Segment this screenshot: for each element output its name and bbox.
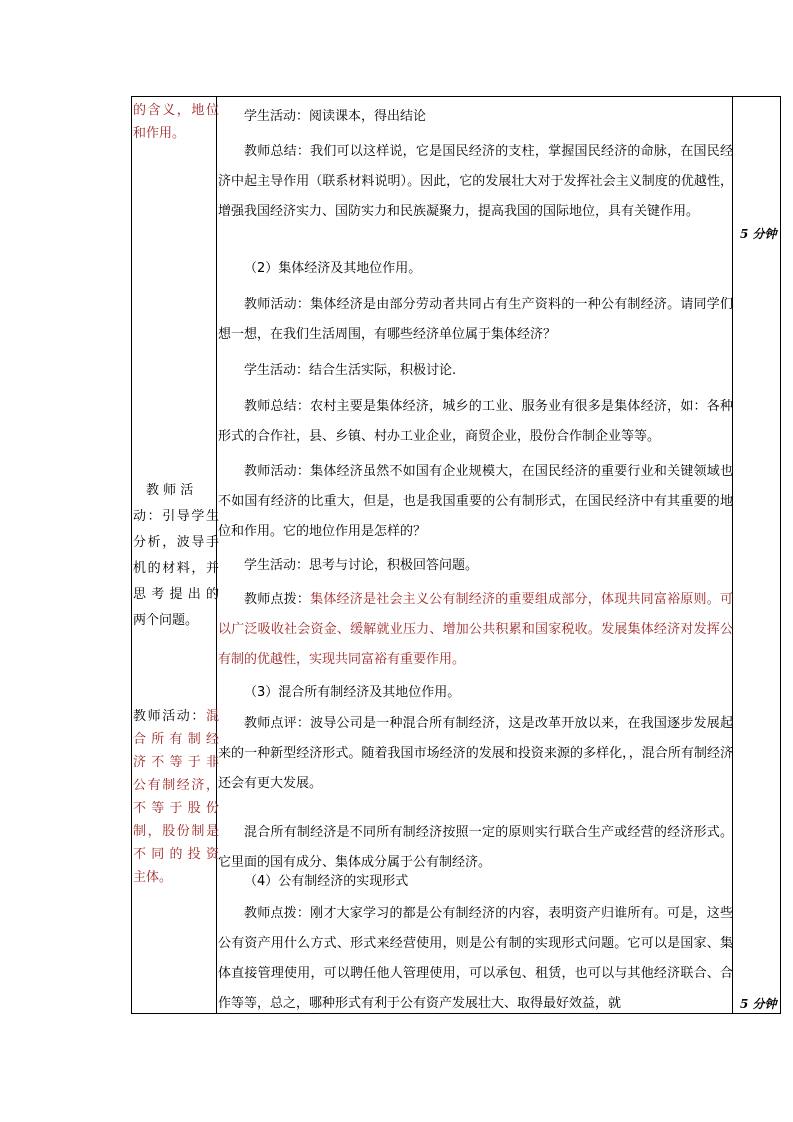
paragraph xyxy=(218,585,733,675)
paragraph: 教师点评：波导公司是一种混合所有制经济，这是改革开放以来，在我国逐步发展起来的一种新型经济形式。随着我国市场经济的发展和投资来源的多样化，，混合所有制经济还会有更大发展。 xyxy=(218,716,733,791)
note-line: 合 所 有 制 经 xyxy=(133,732,219,747)
notes-column xyxy=(132,97,217,1013)
time-column xyxy=(734,97,780,1013)
note-line: 两个问题。 xyxy=(133,613,199,628)
paragraph: （3）混合所有制经济及其地位作用。 xyxy=(244,685,461,700)
note-line: 公有制经济， xyxy=(133,778,219,793)
time-label: 5 分钟 xyxy=(740,997,777,1011)
note-line: 不 等 于 股 份 xyxy=(133,801,219,816)
paragraph: 教师活动：集体经济是由部分劳动者共同占有生产资料的一种公有制经济。请同学们想一想，在我们生活周围，有哪些经济单位属于集体经济？ xyxy=(218,297,733,342)
paragraph: 学生活动：阅读课本，得出结论 xyxy=(244,109,427,124)
note-line: 和作用。 xyxy=(133,126,186,141)
paragraph: （2）集体经济及其地位作用。 xyxy=(244,261,422,276)
paragraph: 教师点拨：刚才大家学习的都是公有制经济的内容，表明资产归谁所有。可是，这些公有资产用什么方式、形式来经营使用，则是公有制的实现形式问题。它可以是国家、集体直接管理使用，可以聘任他人管理使用，可以承包、租赁，也可以与其他经济联合、合作等等，总之，哪种形式有利于公有资产发展壮大、取得最好效益，就 xyxy=(218,906,733,1011)
note-line: 制，股份制是 xyxy=(133,824,219,839)
note-line xyxy=(133,705,219,728)
note-line: 机的材料，并 xyxy=(133,561,219,576)
note-line: 主体。 xyxy=(133,870,173,885)
note-line: 动：引导学生 xyxy=(133,509,219,524)
paragraph: 混合所有制经济是不同所有制经济按照一定的原则实行联合生产或经营的经济形式。它里面的国有成分、集体成分属于公有制经济。 xyxy=(218,825,733,870)
paragraph: 教师总结：农村主要是集体经济，城乡的工业、服务业有很多是集体经济，如：各种形式的合作社，县、乡镇、村办工业企业，商贸企业，股份合作制企业等等。 xyxy=(218,399,733,444)
note-line: 的含义，地位 xyxy=(133,103,219,118)
paragraph: （4）公有制经济的实现形式 xyxy=(244,874,409,889)
note-line: 分析，波导手 xyxy=(133,535,219,550)
note-red: 混 xyxy=(205,709,219,724)
paragraph: 教师活动：集体经济虽然不如国有企业规模大，在国民经济的重要行业和关键领域也不如国有经济的比重大，但是，也是我国重要的公有制形式，在国民经济中有其重要的地位和作用。它的地位作用是怎样的？ xyxy=(218,464,733,539)
note-line: 不 同 的 投 资 xyxy=(133,847,219,862)
time-label: 5 分钟 xyxy=(740,227,777,241)
note-line: 济不等于非 xyxy=(133,755,219,770)
note-prefix: 教师活动： xyxy=(133,709,206,724)
note-line: 思 考 提 出 的 xyxy=(133,587,219,602)
content-column xyxy=(218,97,733,1013)
paragraph-prefix: 教师点拨： xyxy=(244,592,311,607)
paragraph: 学生活动：结合生活实际，积极讨论. xyxy=(244,363,457,378)
lesson-table xyxy=(131,96,781,1014)
paragraph: 教师总结：我们可以这样说，它是国民经济的支柱，掌握国民经济的命脉，在国民经济中起主导作用（联系材料说明）。因此，它的发展壮大对于发挥社会主义制度的优越性，增强我国经济实力、国防实力和民族凝聚力，提高我国的国际地位，具有关键作用。 xyxy=(218,144,733,219)
highlight-text: 集体经济是社会主义公有制经济的重要组成部分，体现共同富裕原则。可以广泛吸收社会资金、缓解就业压力、增加公共积累和国家税收。发展集体经济对发挥公有制的优越性，实现共同富裕有重要作用。 xyxy=(218,592,733,667)
note-line: 教 师 活 xyxy=(133,483,194,498)
paragraph: 学生活动：思考与讨论，积极回答问题。 xyxy=(244,558,479,573)
